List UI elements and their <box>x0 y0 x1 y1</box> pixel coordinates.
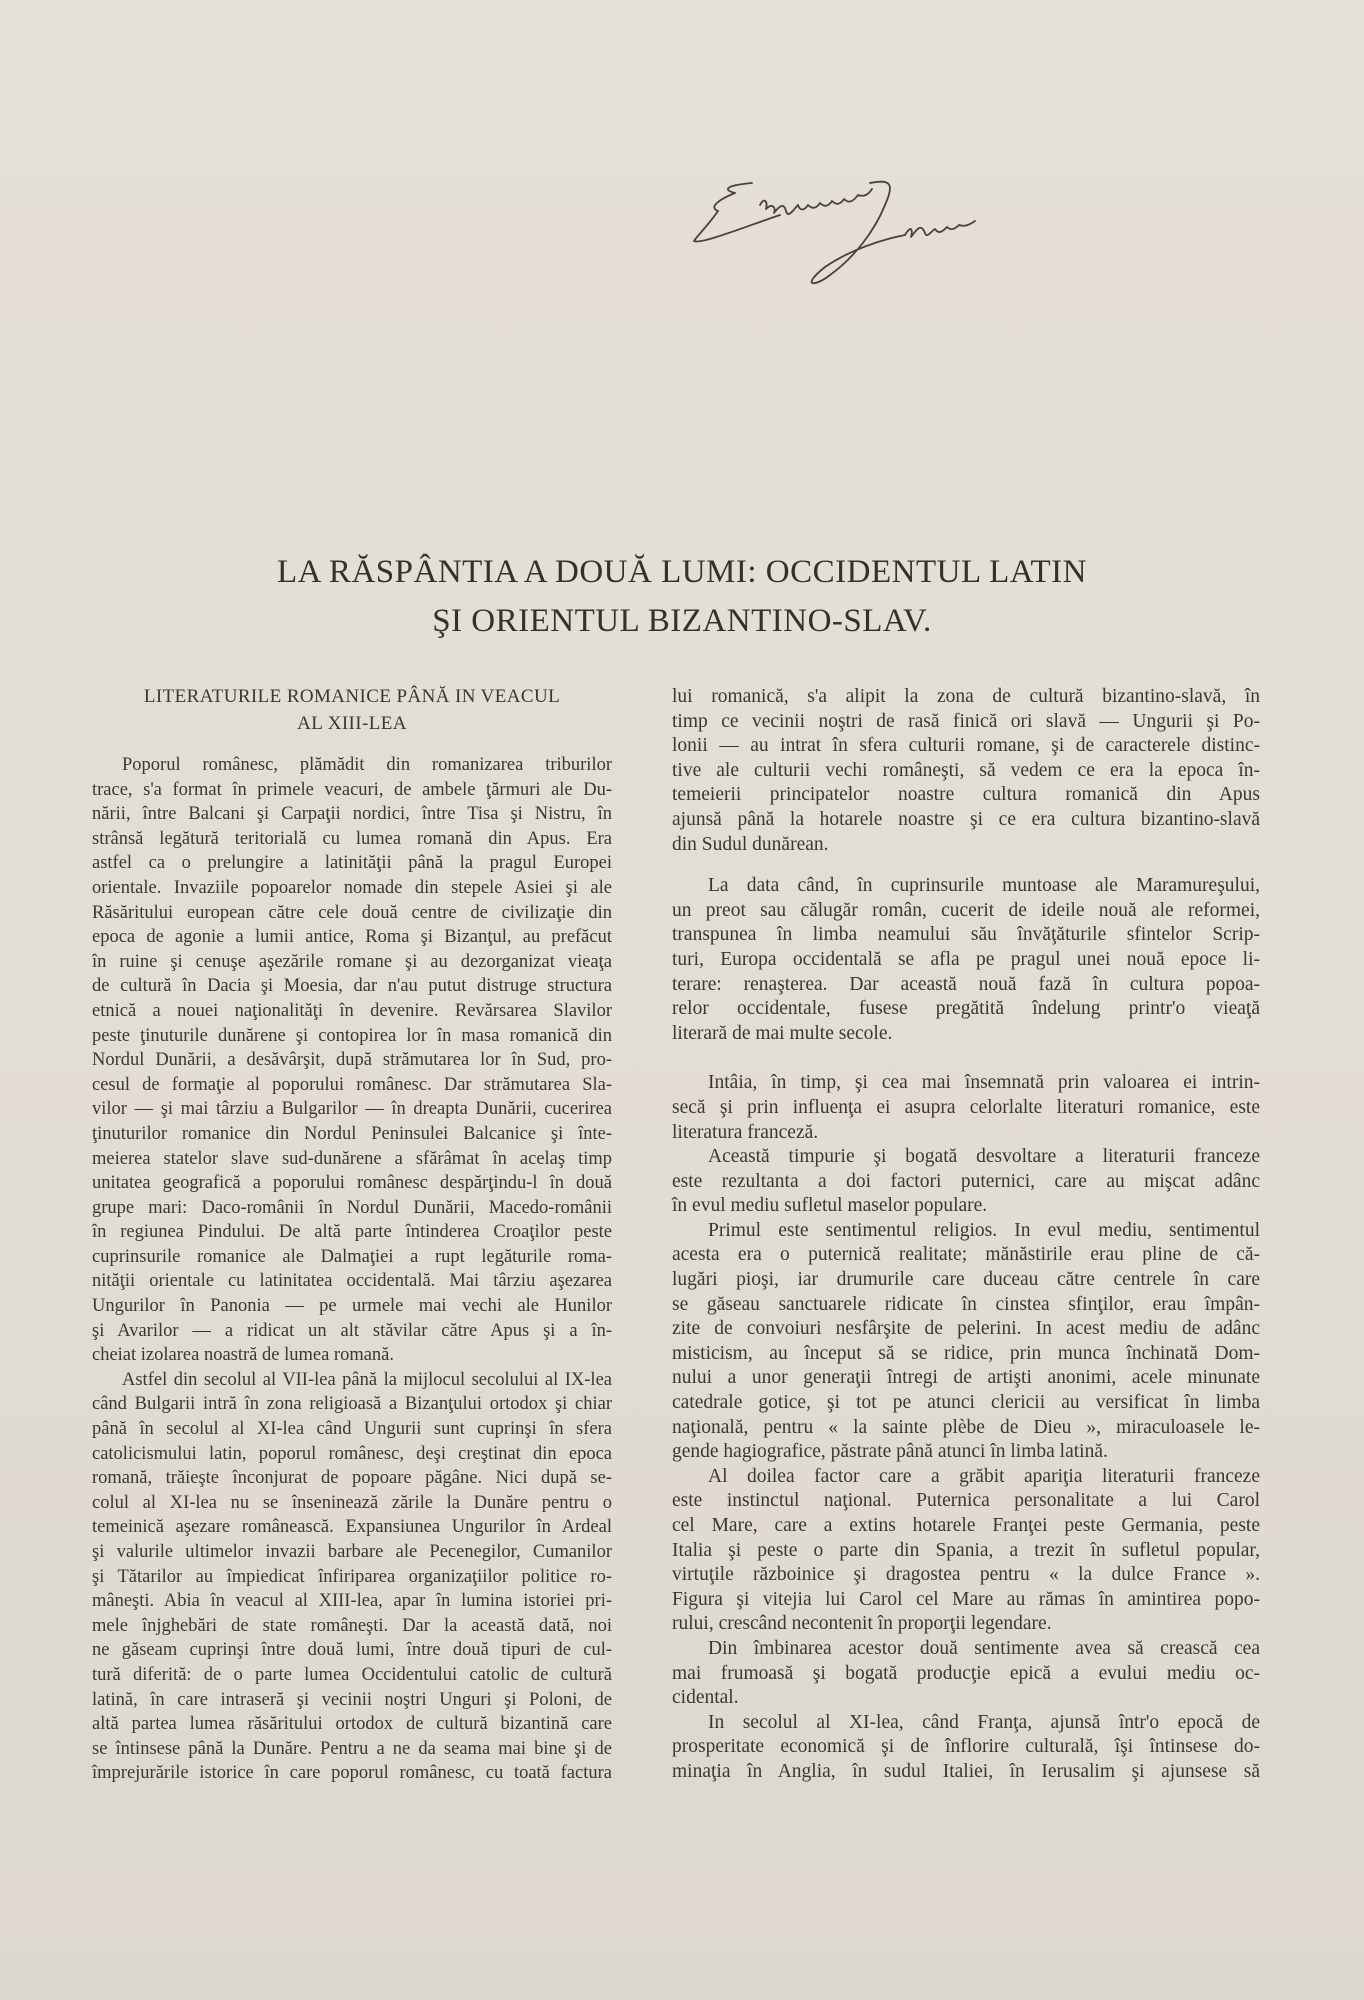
text-line: tive ale culturii vechi româneşti, să vedem ce era la epoca în- <box>672 759 1260 781</box>
text-line: epoca de agonie a lumii antice, Roma şi Bizanţul, au prefăcut <box>92 927 612 948</box>
text-line: ne găseam cuprinşi între două lumi, între două tipuri de cul- <box>92 1640 612 1661</box>
text-line: cel Mare, care a extins hotarele Franţei peste Germania, peste <box>672 1515 1260 1536</box>
paragraph <box>92 1368 612 1786</box>
text-line: temeinică aşezare românească. Expansiunea Ungurilor în Ardeal <box>92 1517 612 1538</box>
text-line: Primul este sentimentul religios. In evul mediu, sentimentul <box>708 1219 1260 1241</box>
text-line: vilor — şi mai târziu a Bulgarilor — în dreapta Dunării, cucerirea <box>92 1099 612 1120</box>
text-line: nităţii orientale cu latinitatea occidentală. Mai târziu aşezarea <box>92 1271 612 1292</box>
text-line: şi Avarilor — a ridicat un alt stăvilar către Apus şi a în- <box>92 1320 612 1341</box>
left-column <box>92 683 612 1786</box>
text-line: naţională, pentru « la sainte plèbe de Dieu », miraculoasele le- <box>672 1416 1260 1438</box>
text-line: lugări pioşi, iar drumurile care duceau către centrele în care <box>672 1269 1260 1291</box>
text-line: Nordul Dunării, a desăvârşit, după strămutarea lor în Sud, pro- <box>92 1050 612 1071</box>
paragraph <box>672 685 1260 857</box>
text-line: şi Tătarilor au împiedicat înfiriparea organizaţiilor politice ro- <box>92 1566 612 1587</box>
text-line: până în secolul al XI-lea când Ungurii sunt cuprinşi în sfera <box>92 1419 612 1440</box>
text-line: literatura franceză. <box>672 1121 819 1143</box>
text-line: se întinsese până la Dunăre. Pentru a ne da seama mai bine şi de <box>92 1738 612 1759</box>
text-line: ajunsă până la hotarele noastre şi ce era cultura bizantino-slavă <box>672 808 1260 830</box>
text-line: La data când, în cuprinsurile muntoase ale Maramureşului, <box>708 875 1260 897</box>
text-line: virtuţile războinice şi dragostea pentru « la dulce France ». <box>672 1564 1260 1586</box>
text-line: altă partea lumea răsăritului ortodox de cultură bizantină care <box>92 1714 612 1735</box>
text-line: minaţia în Anglia, în sudul Italiei, în Ierusalim şi ajunsese să <box>672 1760 1260 1782</box>
handwritten-signature <box>690 175 1200 290</box>
right-column <box>672 685 1260 1785</box>
text-line: peste ţinuturile dunărene şi contopirea lor în masa romanică din <box>92 1025 612 1046</box>
paragraph <box>672 1219 1260 1465</box>
text-line: transpunea în limba neamului său învăţăturile sfintelor Scrip- <box>672 924 1260 946</box>
text-line: Răsăritului european către cele două centre de civilizaţie din <box>92 902 612 923</box>
text-line: mâneşti. Abia în veacul al XIII-lea, apar în lumina istoriei pri- <box>92 1591 612 1612</box>
text-line: secă şi prin influenţa ei asupra celorlalte literaturi romanice, este <box>672 1096 1260 1118</box>
text-line: în ruine şi cenuşe aşezările romane şi au dezorganizat vieaţa <box>92 951 612 972</box>
text-line: când Bulgarii intră în zona religioasă a Bizanţului ortodox şi chiar <box>92 1394 612 1415</box>
text-line: din Sudul dunărean. <box>672 833 829 855</box>
text-line: catolicismului latin, poporul românesc, deşi creştinat din epoca <box>92 1443 612 1464</box>
title-line-2: ŞI ORIENTUL BIZANTINO-SLAV. <box>432 603 932 639</box>
text-line: Figura şi vitejia lui Carol cel Mare au rămas în amintirea popo- <box>672 1588 1260 1610</box>
text-line: Din îmbinarea acestor două sentimente avea să crească cea <box>708 1637 1260 1659</box>
paragraph <box>672 874 1260 1046</box>
text-line: Ungurilor în Panonia — pe urmele mai vechi ale Hunilor <box>92 1296 612 1317</box>
text-line: strânsă legătură teritorială cu lumea romană din Apus. Era <box>92 828 612 849</box>
text-line: mai frumoasă şi bogată producţie epică a evului mediu oc- <box>672 1662 1260 1684</box>
paragraph <box>672 1711 1260 1785</box>
text-line: orientale. Invaziile popoarelor nomade din stepele Asiei şi ale <box>92 877 612 898</box>
section-heading-line-2: AL XIII-LEA <box>297 713 407 734</box>
text-line: împrejurările istorice în care poporul românesc, cu toată factura <box>92 1763 612 1784</box>
left-column-body <box>92 753 612 1786</box>
section-heading-line-1: LITERATURILE ROMANICE PÂNĂ IN VEACUL <box>143 686 561 707</box>
paragraph <box>92 753 612 1368</box>
text-line: un preot sau călugăr român, cucerit de ideile nouă ale reformei, <box>672 899 1260 921</box>
text-line: trace, s'a format în primele veacuri, de ambele ţărmuri ale Du- <box>92 779 612 800</box>
text-line: acesta era o puternică realitate; mănăstirile erau pline de că- <box>672 1244 1260 1266</box>
text-line: In secolul al XI-lea, când Franţa, ajunsă într'o epocă de <box>708 1711 1260 1733</box>
paragraph-spacer <box>672 857 1260 874</box>
text-line: catedrale gotice, şi tot pe atunci clericii au versificat în limba <box>672 1392 1260 1414</box>
text-line: etnică a nouei naţionalităţi în devenire. Revărsarea Slavilor <box>92 1000 612 1021</box>
text-line: Al doilea factor care a grăbit apariţia literaturii franceze <box>708 1465 1260 1487</box>
text-line: ţinuturilor romanice din Nordul Peninsulei Balcanice şi înte- <box>92 1123 612 1144</box>
text-line: temeierii principatelor noastre cultura romanică din Apus <box>672 784 1260 806</box>
text-line: Această timpurie şi bogată desvoltare a literaturii franceze <box>708 1146 1260 1168</box>
text-line: lonii — au intrat în sfera culturii romane, şi de caracterele distinc- <box>672 735 1260 757</box>
text-line: Italia şi peste o parte din Spania, a trezit în sufletul popular, <box>672 1539 1260 1561</box>
text-line: se găseau sanctuarele ridicate în cinstea sfinţilor, erau împân- <box>672 1293 1260 1315</box>
paragraph <box>672 1145 1260 1219</box>
text-line: în regiunea Pindului. De altă parte întinderea Croaţilor peste <box>92 1222 612 1243</box>
article-title <box>0 548 1364 646</box>
text-line: romană, trăieşte înconjurat de popoare păgâne. Nici după se- <box>92 1468 612 1489</box>
text-line: şi valurile ultimelor invazii barbare ale Pecenegilor, Cumanilor <box>92 1542 612 1562</box>
text-line: Intâia, în timp, şi cea mai însemnată prin valoarea ei intrin- <box>708 1072 1260 1094</box>
paragraph <box>672 1637 1260 1711</box>
text-line: unitatea geografică a poporului românesc despărţindu-l în două <box>92 1173 612 1194</box>
section-heading <box>92 683 612 737</box>
text-line: de cultură în Dacia şi Moesia, dar n'au putut distruge structura <box>92 976 612 997</box>
text-line: în evul mediu sufletul maselor populare. <box>672 1195 988 1217</box>
text-line: gende hagiografice, păstrate până atunci în limba latină. <box>672 1441 1108 1463</box>
text-line: este rezultanta a doi factori puternici, care au mişcat adânc <box>672 1170 1260 1192</box>
paragraph <box>672 1465 1260 1637</box>
text-line: colul al XI-lea nu se înseninează zările la Dunăre pentru o <box>92 1492 612 1513</box>
text-line: timp ce vecinii noştri de rasă finică ori slavă — Ungurii şi Po- <box>672 710 1260 732</box>
text-line: grupe mari: Daco-românii în Nordul Dunării, Macedo-românii <box>92 1197 612 1218</box>
text-line: Poporul românesc, plămădit din romanizarea triburilor <box>122 755 612 775</box>
text-line: literară de mai multe secole. <box>672 1022 893 1044</box>
text-line: tură diferită: de o parte lumea Occidentului catolic de cultură <box>92 1664 612 1685</box>
text-line: cuprinsurile romanice ale Dalmaţiei a rupt legăturile roma- <box>92 1246 612 1267</box>
text-line: rului, crescând necontenit în proporţii legendare. <box>672 1613 1052 1635</box>
text-line: mele înjghebări de state româneşti. Dar la această dată, noi <box>92 1615 612 1636</box>
text-line: nului a unor generaţii întregi de artişti anonimi, acele minunate <box>672 1367 1260 1389</box>
text-line: nării, între Balcani şi Carpaţii nordici, între Tisa şi Nistru, în <box>92 804 612 825</box>
text-line: Astfel din secolul al VII-lea până la mijlocul secolului al IX-lea <box>122 1369 612 1390</box>
text-line: cidental. <box>672 1687 739 1709</box>
text-line: relor occidentale, fusese pregătită îndelung printr'o vieaţă <box>672 998 1260 1020</box>
title-line-1: LA RĂSPÂNTIA A DOUĂ LUMI: OCCIDENTUL LATIN <box>277 554 1087 590</box>
text-line: meierea statelor slave sud-dunărene a sfărâmat în acelaş timp <box>92 1148 612 1169</box>
text-line: prosperitate economică şi de înflorire culturală, îşi întinsese do- <box>672 1736 1260 1758</box>
text-line: terare: renaşterea. Dar această nouă fază în cultura popoa- <box>672 973 1260 995</box>
paragraph-spacer <box>672 1046 1260 1071</box>
text-line: misticism, au început să se ridice, prin munca închinată Dom- <box>672 1342 1260 1364</box>
right-column-body <box>672 685 1260 1785</box>
text-line: astfel ca o prelungire a latinităţii până la pragul Europei <box>92 853 612 874</box>
paragraph <box>672 1071 1260 1145</box>
text-line: latină, în care intraseră şi vecinii noştri Unguri şi Poloni, de <box>92 1689 612 1710</box>
text-line: lui romanică, s'a alipit la zona de cultură bizantino-slavă, în <box>672 686 1260 707</box>
text-line: este instinctul naţional. Puternica personalitate a lui Carol <box>672 1490 1260 1512</box>
text-line: turi, Europa occidentală se afla pe pragul unei nouă epoce li- <box>672 948 1260 970</box>
text-line: zite de convoiuri nesfârşite de pelerini. In acest mediu de adânc <box>672 1318 1260 1340</box>
text-line: cheiat izolarea noastră de lumea romană. <box>92 1345 395 1366</box>
text-line: cesul de formaţie al poporului românesc. Dar strămutarea Sla- <box>92 1074 612 1095</box>
